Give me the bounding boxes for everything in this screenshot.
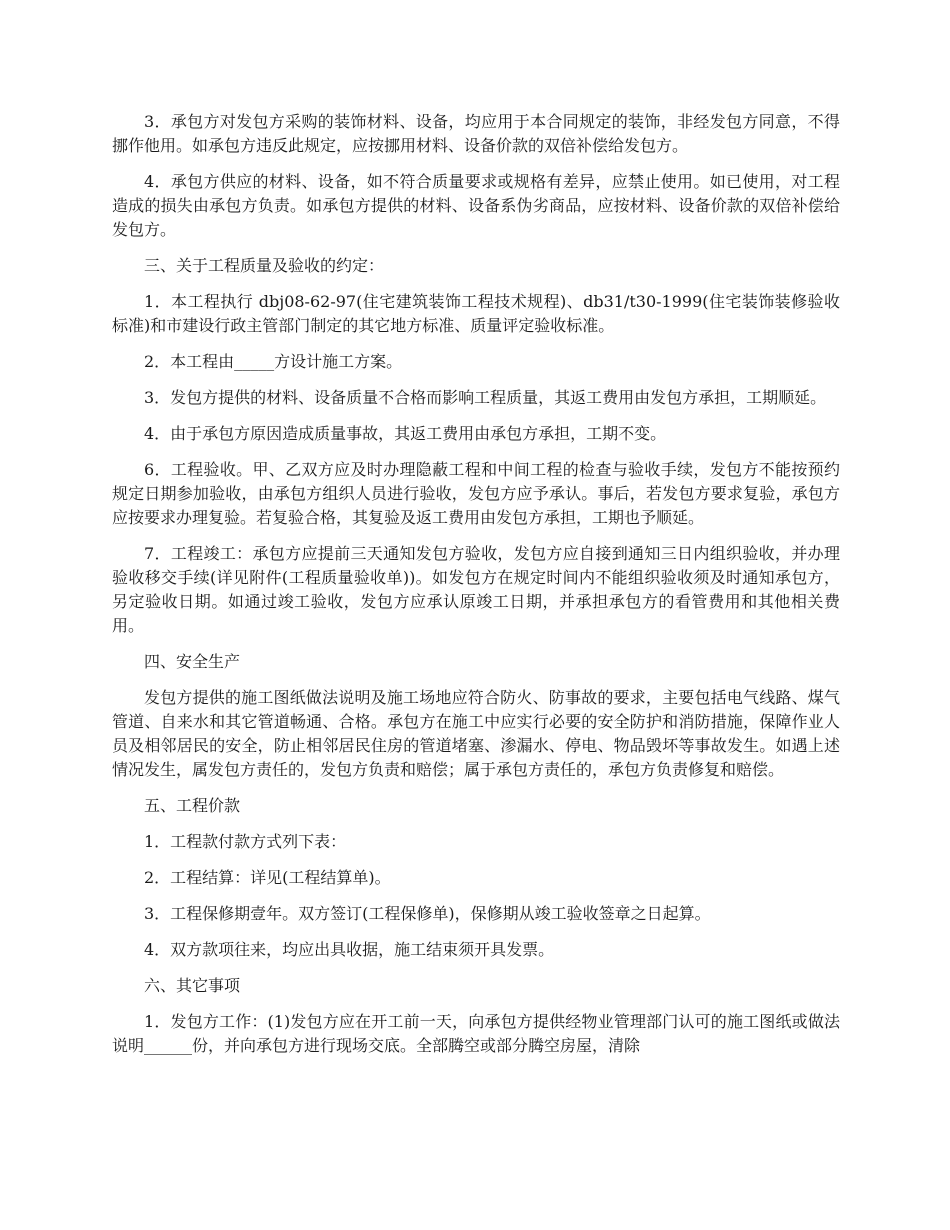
section-heading-other-matters: 六、其它事项 (144, 976, 241, 995)
paragraph-client-material-defect: 3．发包方提供的材料、设备质量不合格而影响工程质量，其返工费用由发包方承担，工期顺延。 (144, 388, 827, 407)
paragraph-warranty: 3．工程保修期壹年。双方签订(工程保修单)，保修期从竣工验收签章之日起算。 (144, 904, 711, 923)
section-heading-price: 五、工程价款 (144, 796, 241, 815)
paragraph-project-acceptance: 6．工程验收。甲、乙双方应及时办理隐蔽工程和中间工程的检查与验收手续，发包方不能按预约规定日期参加验收，由承包方组织人员进行验收，发包方应予承认。事后，若发包方要求复验，承包方应按要求办理复验。若复验合格，其复验及返工费用由发包方承担，工期也予顺延。 (112, 460, 840, 527)
paragraph-design-plan: 2．本工程由_____方设计施工方案。 (144, 352, 403, 371)
paragraph-payment-method: 1．工程款付款方式列下表： (144, 832, 347, 851)
paragraph-project-completion: 7．工程竣工：承包方应提前三天通知发包方验收，发包方应自接到通知三日内组织验收，并办理验收移交手续(详见附件(工程质量验收单))。如发包方在规定时间内不能组织验收须及时通知承包方，另定验收日期。如通过竣工验收，发包方应承认原竣工日期，并承担承包方的看管费用和其他相关费用。 (112, 544, 840, 635)
paragraph-safety-requirements: 发包方提供的施工图纸做法说明及施工场地应符合防火、防事故的要求，主要包括电气线路、煤气管道、自来水和其它管道畅通、合格。承包方在施工中应实行必要的安全防护和消防措施，保障作业人员及相邻居民的安全，防止相邻居民住房的管道堵塞、渗漏水、停电、物品毁坏等事故发生。如遇上述情况发生，属发包方责任的，发包方负责和赔偿；属于承包方责任的，承包方负责修复和赔偿。 (112, 688, 840, 779)
paragraph-material-misuse: 3．承包方对发包方采购的装饰材料、设备，均应用于本合同规定的装饰，非经发包方同意，不得挪作他用。如承包方违反此规定，应按挪用材料、设备价款的双倍补偿给发包方。 (112, 112, 840, 155)
paragraph-client-work: 1．发包方工作：(1)发包方应在开工前一天，向承包方提供经物业管理部门认可的施工图纸或做法说明______份，并向承包方进行现场交底。全部腾空或部分腾空房屋，清除 (112, 1012, 840, 1055)
paragraph-receipts: 4．双方款项往来，均应出具收据，施工结束须开具发票。 (144, 940, 555, 959)
section-heading-quality-acceptance: 三、关于工程质量及验收的约定： (144, 256, 385, 275)
section-heading-safety: 四、安全生产 (144, 652, 241, 671)
paragraph-standards: 1．本工程执行 dbj08-62-97(住宅建筑装饰工程技术规程)、db31/t30-1999(住宅装饰装修验收标准)和市建设行政主管部门制定的其它地方标准、质量评定验收标准。 (112, 292, 840, 335)
paragraph-material-quality: 4．承包方供应的材料、设备，如不符合质量要求或规格有差异，应禁止使用。如已使用，对工程造成的损失由承包方负责。如承包方提供的材料、设备系伪劣商品，应按材料、设备价款的双倍补偿给发包方。 (112, 172, 840, 239)
paragraph-settlement: 2．工程结算：详见(工程结算单)。 (144, 868, 391, 887)
paragraph-contractor-quality-accident: 4．由于承包方原因造成质量事故，其返工费用由承包方承担，工期不变。 (144, 424, 667, 443)
document-body (112, 110, 840, 1070)
